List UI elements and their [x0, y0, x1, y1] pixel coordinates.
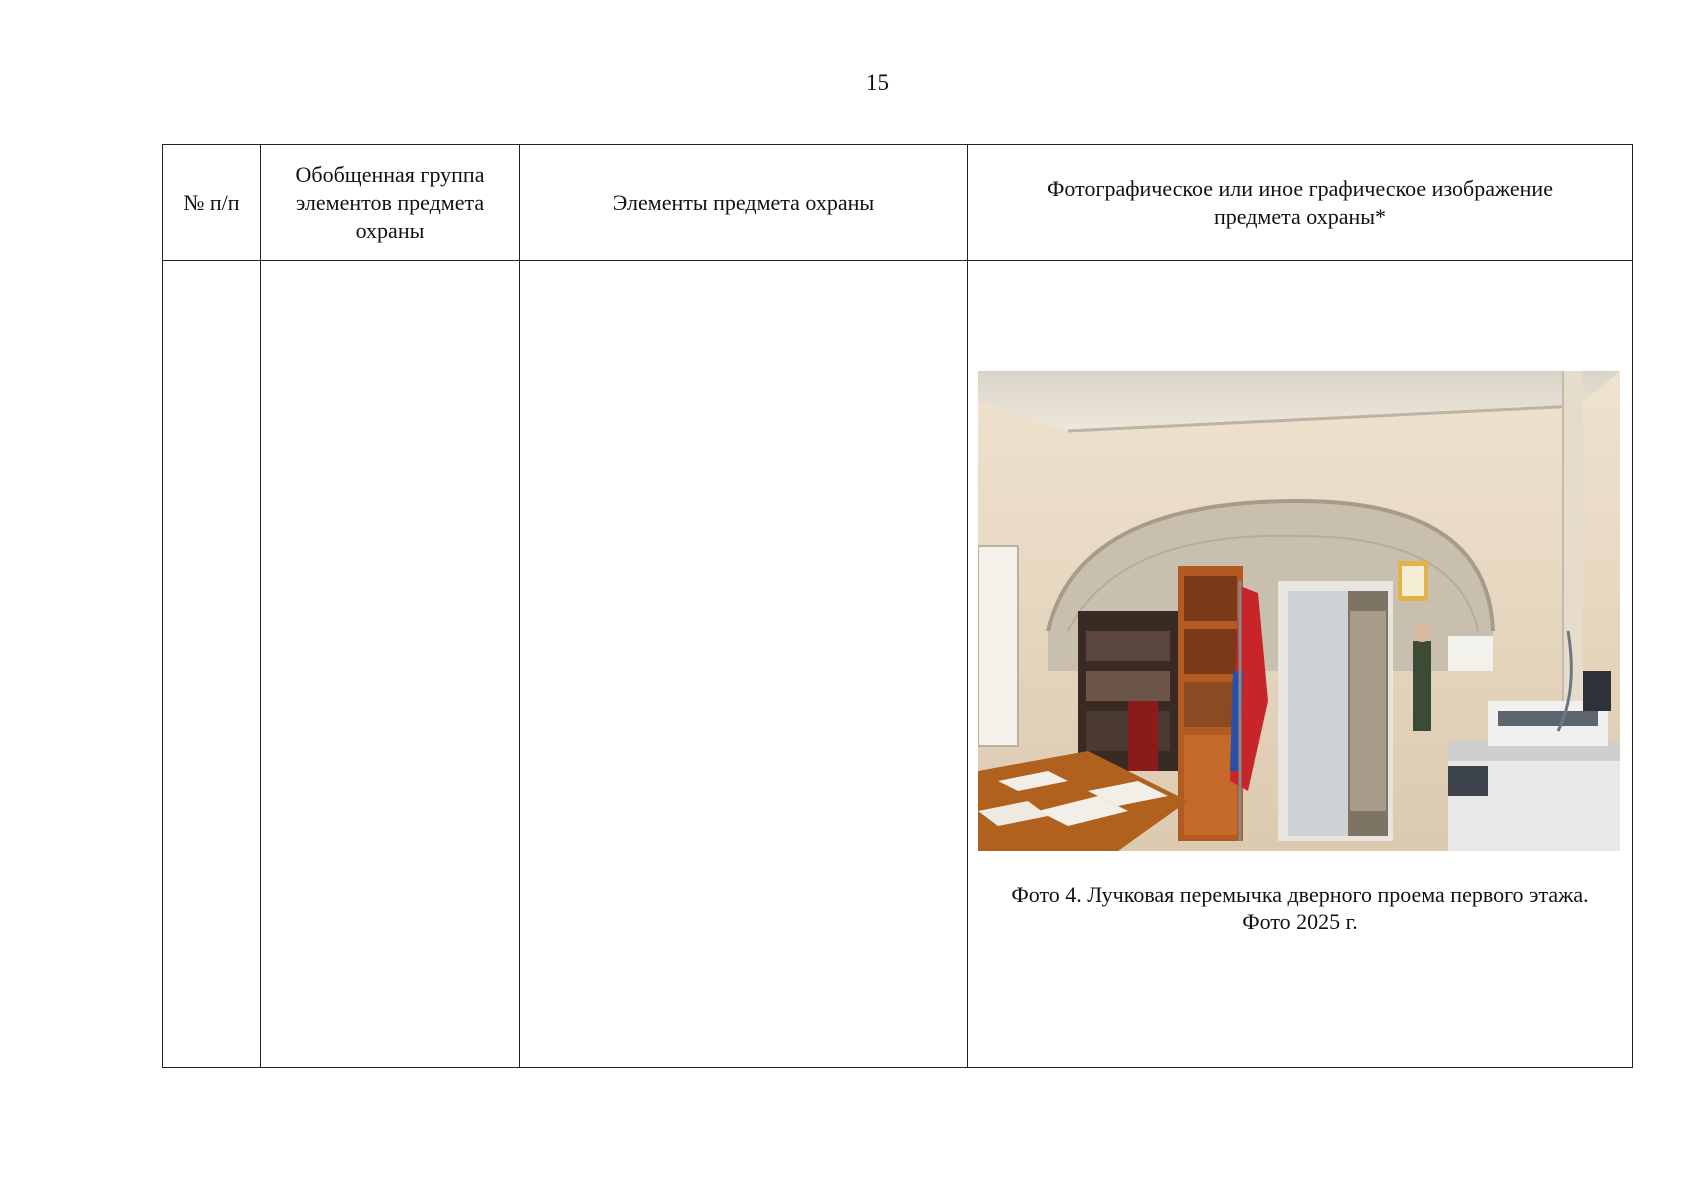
- cell-elements: [520, 261, 968, 1068]
- photo-caption: [968, 881, 1632, 935]
- arched-doorway-photo: [978, 371, 1620, 851]
- header-photo: Фотографическое или иное графическое изображение предмета охраны*: [968, 145, 1633, 261]
- cell-group: [261, 261, 520, 1068]
- cell-number: [163, 261, 261, 1068]
- header-elements: Элементы предмета охраны: [520, 145, 968, 261]
- caption-line-2: Фото 2025 г.: [1242, 909, 1358, 934]
- protection-table: [162, 144, 1633, 1068]
- caption-line-1: Фото 4. Лучковая перемычка дверного проема первого этажа.: [1011, 882, 1589, 907]
- table-header-row: [163, 145, 1633, 261]
- header-number: № п/п: [163, 145, 261, 261]
- table-row: [163, 261, 1633, 1068]
- page-number: 15: [866, 70, 889, 95]
- header-group: Обобщенная группа элементов предмета охраны: [261, 145, 520, 261]
- cell-photo: [968, 261, 1633, 1068]
